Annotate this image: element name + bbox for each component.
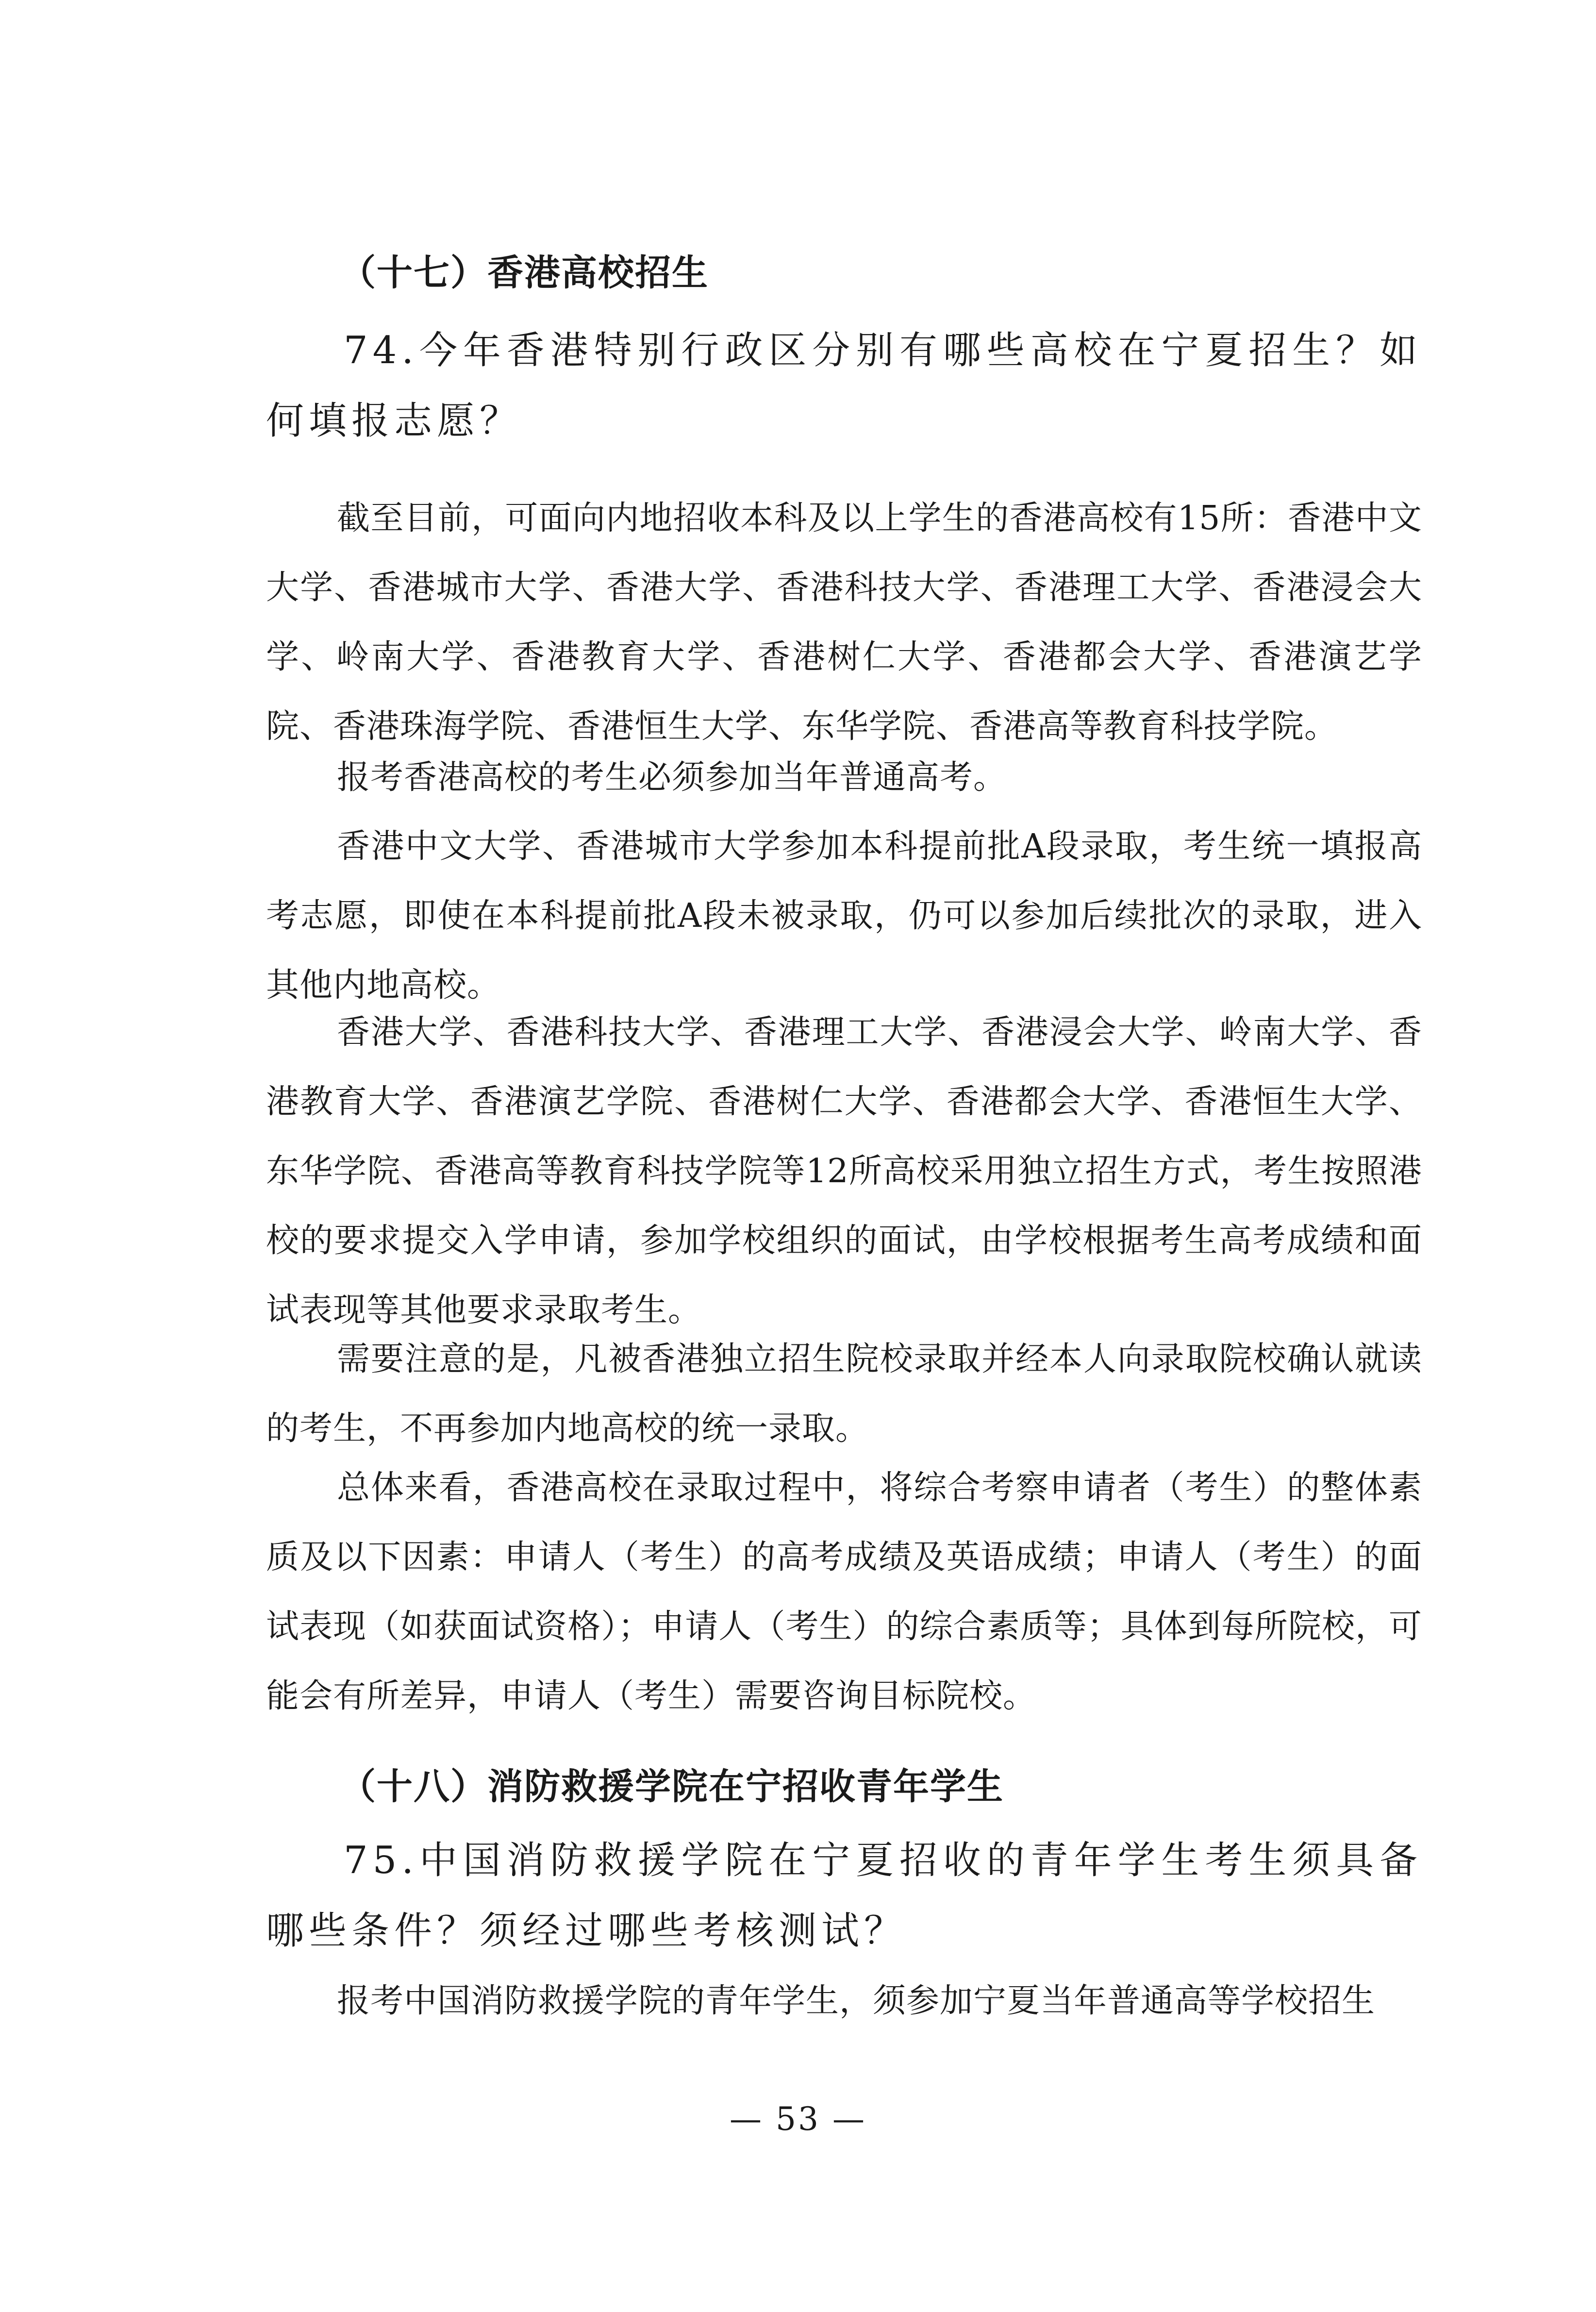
page-number: — 53 — bbox=[730, 2100, 866, 2138]
section-18-heading: （十八）消防救援学院在宁招收青年学生 bbox=[340, 1766, 1004, 1808]
section-17-paragraph-6: 总体来看，香港高校在录取过程中，将综合考察申请者（考生）的整体素质及以下因素：申请人（考生）的高考成绩及英语成绩；申请人（考生）的面试表现（如获面试资格）；申请人（考生）的综合素质等；具体到每所院校，可能会有所差异，申请人（考生）需要咨询目标院校。 bbox=[266, 1469, 1422, 1715]
section-17-paragraph-2: 报考香港高校的考生必须参加当年普通高考。 bbox=[337, 758, 1007, 797]
question-74: 74.今年香港特别行政区分别有哪些高校在宁夏招生？如何填报志愿？ bbox=[266, 329, 1422, 443]
section-17-paragraph-3: 香港中文大学、香港城市大学参加本科提前批A段录取，考生统一填报高考志愿，即使在本科提前批A段未被录取，仍可以参加后续批次的录取，进入其他内地高校。 bbox=[266, 827, 1422, 1005]
section-18-paragraph-1: 报考中国消防救援学院的青年学生，须参加宁夏当年普通高等学校招生 bbox=[337, 1982, 1376, 2020]
question-75: 75.中国消防救援学院在宁夏招收的青年学生考生须具备哪些条件？须经过哪些考核测试？ bbox=[266, 1839, 1422, 1953]
section-17-heading: （十七）香港高校招生 bbox=[340, 252, 709, 294]
section-17-paragraph-1: 截至目前，可面向内地招收本科及以上学生的香港高校有15所：香港中文大学、香港城市大学、香港大学、香港科技大学、香港理工大学、香港浸会大学、岭南大学、香港教育大学、香港树仁大学、香港都会大学、香港演艺学院、香港珠海学院、香港恒生大学、东华学院、香港高等教育科技学院。 bbox=[266, 499, 1422, 746]
section-17-paragraph-4: 香港大学、香港科技大学、香港理工大学、香港浸会大学、岭南大学、香港教育大学、香港演艺学院、香港树仁大学、香港都会大学、香港恒生大学、东华学院、香港高等教育科技学院等12所高校采用独立招生方式，考生按照港校的要求提交入学申请，参加学校组织的面试，由学校根据考生高考成绩和面试表现等其他要求录取考生。 bbox=[266, 1013, 1422, 1329]
section-17-paragraph-5: 需要注意的是，凡被香港独立招生院校录取并经本人向录取院校确认就读的考生，不再参加内地高校的统一录取。 bbox=[266, 1340, 1422, 1448]
